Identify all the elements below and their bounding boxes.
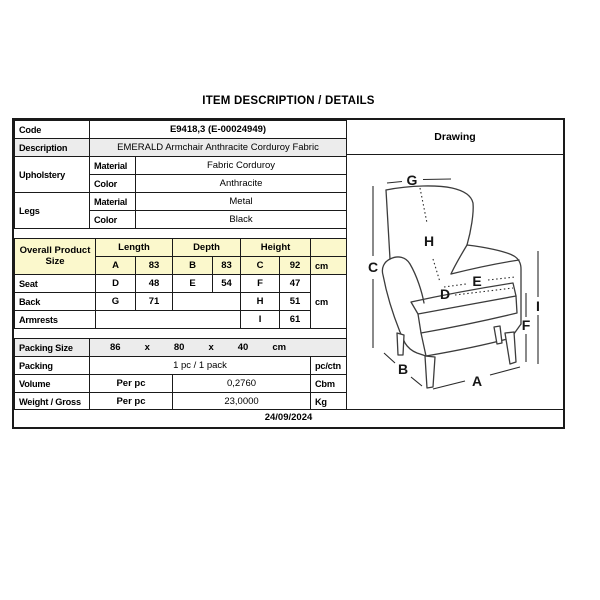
- dim-label-f: F: [521, 317, 531, 333]
- table-row: [15, 357, 347, 375]
- dim-value-b: 83: [213, 257, 241, 275]
- table-row: [15, 339, 347, 357]
- table-row: [15, 157, 347, 175]
- packing-size-v1: 86: [110, 342, 121, 353]
- weight-label: Weight / Gross: [15, 393, 90, 411]
- packing-size-x1: x: [144, 342, 150, 353]
- packing-size-v2: 80: [173, 342, 185, 353]
- spec-table-section: [14, 120, 346, 411]
- unit-header-cell: [311, 239, 347, 257]
- general-spec-table: [14, 120, 347, 229]
- section-divider: [14, 229, 346, 238]
- table-row: [15, 311, 347, 329]
- dim-label-c: C: [367, 259, 379, 275]
- dim-label-g: G: [406, 172, 418, 188]
- dim-value-g: 71: [136, 293, 173, 311]
- dim-key-e: E: [173, 275, 213, 293]
- dim-value-i: 61: [280, 311, 311, 329]
- legs-material-label: Material: [90, 193, 136, 211]
- armrests-label: Armrests: [15, 311, 96, 329]
- dim-label-i: I: [536, 298, 540, 314]
- dim-key-d: D: [96, 275, 136, 293]
- legs-material-value: Metal: [136, 193, 347, 211]
- table-row: [15, 239, 347, 257]
- legs-color-value: Black: [136, 211, 347, 229]
- packing-unit: pc/ctn: [311, 357, 347, 375]
- dim-value-c: 92: [280, 257, 311, 275]
- table-row: [15, 375, 347, 393]
- upholstery-color-value: Anthracite: [136, 175, 347, 193]
- dim-value-d: 48: [136, 275, 173, 293]
- seat-label: Seat: [15, 275, 96, 293]
- volume-label: Volume: [15, 375, 90, 393]
- table-row: [15, 293, 347, 311]
- volume-per: Per pc: [90, 375, 173, 393]
- height-header: Height: [241, 239, 311, 257]
- dim-label-d: D: [439, 286, 451, 302]
- legs-label: Legs: [15, 193, 90, 229]
- legs-color-label: Color: [90, 211, 136, 229]
- dimensions-table: [14, 238, 347, 329]
- table-row: [15, 193, 347, 211]
- packing-value: 1 pc / 1 pack: [90, 357, 311, 375]
- depth-header: Depth: [173, 239, 241, 257]
- weight-value: 23,0000: [173, 393, 311, 411]
- dim-label-e: E: [472, 273, 482, 289]
- upholstery-material-value: Fabric Corduroy: [136, 157, 347, 175]
- dim-value-h: 51: [280, 293, 311, 311]
- dim-key-a: A: [96, 257, 136, 275]
- page-title: ITEM DESCRIPTION / DETAILS: [202, 95, 375, 107]
- code-value: E9418,3 (E-00024949): [90, 121, 347, 139]
- dim-label-a: A: [471, 373, 483, 389]
- drawing-header: Drawing: [347, 120, 563, 155]
- weight-unit: Kg: [311, 393, 347, 411]
- packing-size-v3: 40: [237, 342, 249, 353]
- dim-key-h: H: [241, 293, 280, 311]
- section-divider: [14, 329, 346, 338]
- dim-key-b: B: [173, 257, 213, 275]
- weight-per: Per pc: [90, 393, 173, 411]
- overall-size-label: Overall Product Size: [15, 239, 96, 275]
- packing-size-values: [90, 339, 347, 357]
- side-unit: cm: [311, 275, 347, 329]
- armchair-drawing: [347, 155, 562, 408]
- table-row: [15, 121, 347, 139]
- dim-label-h: H: [423, 233, 435, 249]
- description-label: Description: [15, 139, 90, 157]
- dim-label-b: B: [397, 361, 409, 377]
- upholstery-color-label: Color: [90, 175, 136, 193]
- packing-size-unit: cm: [272, 342, 287, 353]
- dim-key-c: C: [241, 257, 280, 275]
- packing-label: Packing: [15, 357, 90, 375]
- overall-unit: cm: [311, 257, 347, 275]
- date-row: 24/09/2024: [14, 409, 563, 427]
- table-row: [15, 393, 347, 411]
- length-header: Length: [96, 239, 173, 257]
- empty-cell: [173, 293, 241, 311]
- packing-size-x2: x: [208, 342, 214, 353]
- packing-size-label: Packing Size: [15, 339, 90, 357]
- table-row: [15, 275, 347, 293]
- armchair-outline: [382, 186, 521, 388]
- volume-unit: Cbm: [311, 375, 347, 393]
- drawing-panel: [346, 120, 563, 410]
- packing-table: [14, 338, 347, 411]
- table-row: [15, 139, 347, 157]
- dim-key-g: G: [96, 293, 136, 311]
- empty-cell: [96, 311, 241, 329]
- upholstery-material-label: Material: [90, 157, 136, 175]
- back-label: Back: [15, 293, 96, 311]
- dim-value-e: 54: [213, 275, 241, 293]
- volume-value: 0,2760: [173, 375, 311, 393]
- spec-sheet: [12, 118, 565, 429]
- code-label: Code: [15, 121, 90, 139]
- upholstery-label: Upholstery: [15, 157, 90, 193]
- description-value: EMERALD Armchair Anthracite Corduroy Fabric: [90, 139, 347, 157]
- dim-key-i: I: [241, 311, 280, 329]
- dim-value-a: 83: [136, 257, 173, 275]
- dim-value-f: 47: [280, 275, 311, 293]
- dim-key-f: F: [241, 275, 280, 293]
